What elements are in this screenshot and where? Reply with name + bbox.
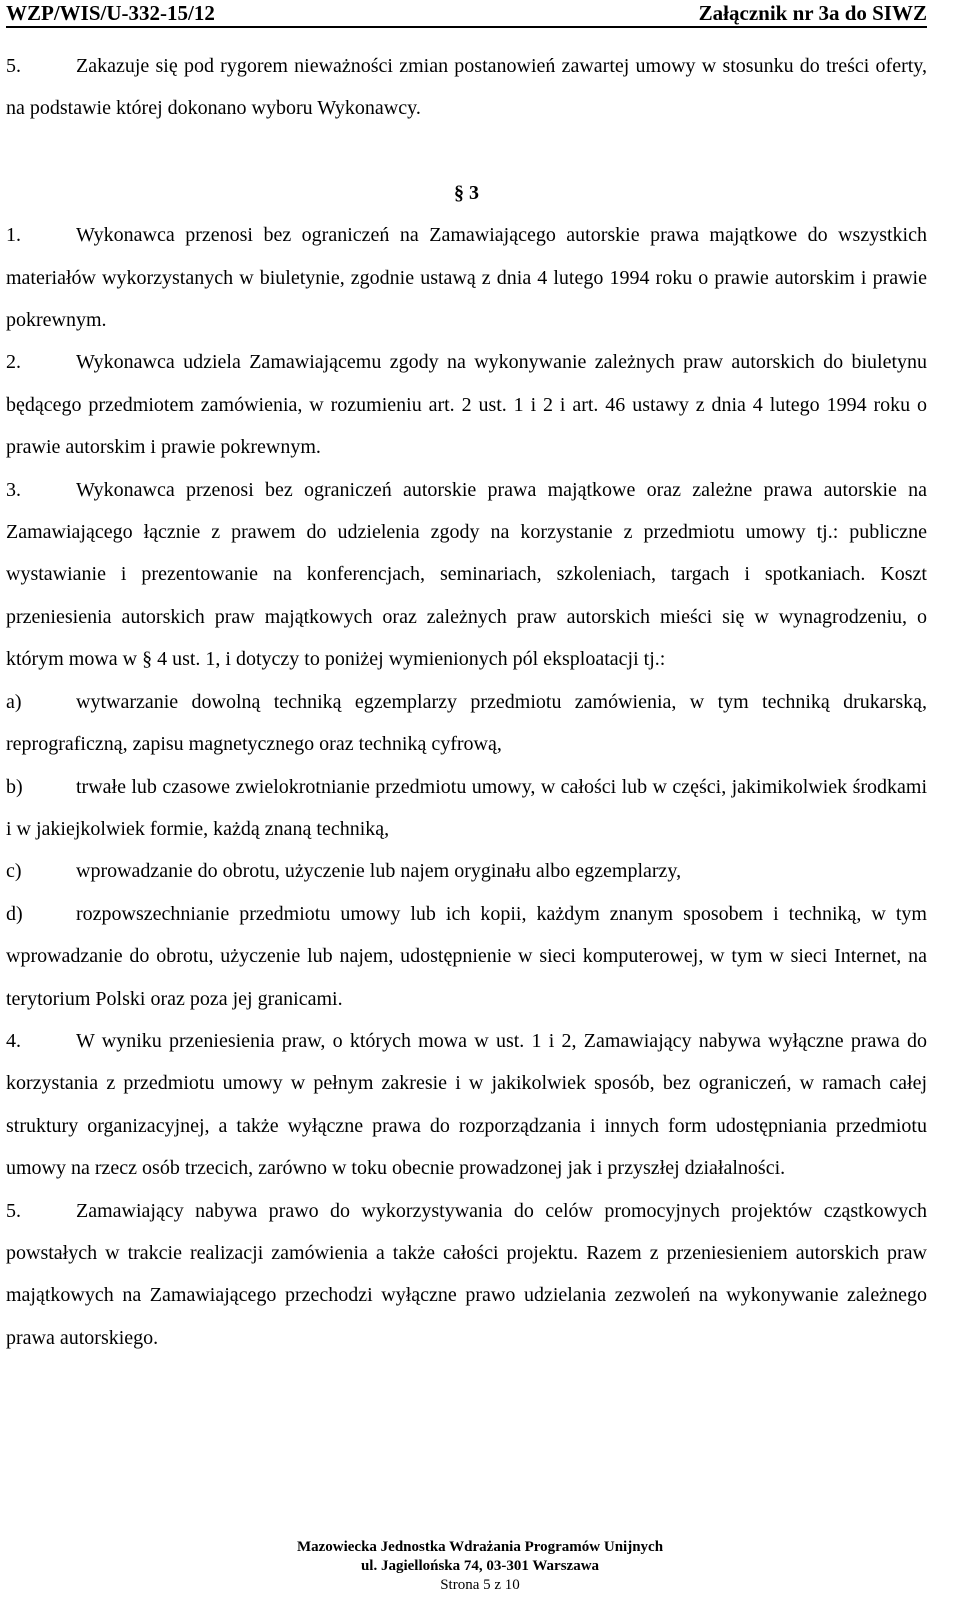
section3-item-2 (6, 341, 927, 468)
page-footer (0, 1538, 960, 1595)
section3-item-c (6, 850, 927, 892)
item-text: Zamawiający nabywa prawo do wykorzystywania do celów promocyjnych projektów cząstkowych powstałych w trakcie realizacji zamówienia a także całości projektu. Razem z przeniesieniem autorskich praw majątkowych na Zamawiającego przechodzi wyłączne prawo udzielania zezwoleń na wykonywanie zależnego prawa autorskiego. (6, 1199, 927, 1349)
section-heading: § 3 (454, 181, 479, 204)
item-letter: c) (6, 860, 22, 883)
footer-organization: Mazowiecka Jednostka Wdrażania Programów Unijnych (296, 1539, 664, 1555)
item-letter: a) (6, 690, 22, 713)
document-body (6, 45, 927, 1359)
item-number: 1. (6, 224, 21, 247)
paragraph-text: Zakazuje się pod rygorem nieważności zmian postanowień zawartej umowy w stosunku do treści oferty, na podstawie której dokonano wyboru Wykonawcy. (6, 55, 927, 120)
item-number: 4. (6, 1029, 21, 1052)
item-text: Wykonawca przenosi bez ograniczeń autorskie prawa majątkowe oraz zależne prawa autorskie na Zamawiającego łącznie z prawem do udzielenia zgody na korzystanie z przedmiotu umowy tj.: publiczne wystawianie i prezentowanie na konferencjach, seminariach, szkoleniach, targach i spotkaniach. Koszt przeniesienia autorskich praw majątkowych oraz zależnych praw autorskich mieści się w wynagrodzeniu, o którym mowa w § 4 ust. 1, i dotyczy to poniżej wymienionych pól eksploatacji tj.: (6, 478, 927, 671)
spacer (6, 130, 927, 172)
item-letter: b) (6, 775, 23, 798)
item-letter: d) (6, 902, 23, 925)
section3-item-a (6, 681, 927, 766)
section3-item-b (6, 766, 927, 851)
item-text: W wyniku przeniesienia praw, o których mowa w ust. 1 i 2, Zamawiający nabywa wyłączne prawa do korzystania z przedmiotu umowy w pełnym zakresie i w jakikolwiek sposób, bez ograniczeń, w ramach całej struktury organizacyjnej, a także wyłączne prawa do rozporządzania i innych form udostępniania przedmiotu umowy na rzecz osób trzecich, zarówno w toku obecnie prowadzonej jak i przyszłej działalności. (6, 1029, 927, 1180)
paragraph-5 (6, 45, 927, 130)
page-header (6, 0, 927, 28)
section3-item-3 (6, 469, 927, 681)
item-text: wprowadzanie do obrotu, użyczenie lub najem oryginału albo egzemplarzy, (76, 860, 682, 883)
item-text: trwałe lub czasowe zwielokrotnianie przedmiotu umowy, w całości lub w części, jakimikolwiek środkami i w jakiejkolwiek formie, każdą znaną techniką, (6, 775, 927, 840)
item-text: Wykonawca przenosi bez ograniczeń na Zamawiającego autorskie prawa majątkowe do wszystkich materiałów wykorzystanych w biuletynie, zgodnie ustawą z dnia 4 lutego 1994 roku o prawie autorskim i prawie pokrewnym. (6, 224, 927, 332)
item-text: wytwarzanie dowolną techniką egzemplarzy przedmiotu zamówienia, w tym techniką drukarską, reprograficzną, zapisu magnetycznego oraz techniką cyfrową, (6, 690, 927, 756)
section3-item-1 (6, 214, 927, 341)
item-number: 3. (6, 478, 21, 501)
item-text: rozpowszechnianie przedmiotu umowy lub ich kopii, każdym znanym sposobem i techniką, w tym wprowadzanie do obrotu, użyczenie lub najem, udostępnienie w sieci komputerowej, w tym w sieci Internet, na terytorium Polski oraz poza jej granicami. (6, 902, 927, 1010)
attachment-label: Załącznik nr 3a do SIWZ (698, 1, 927, 25)
section3-item-5 (6, 1190, 927, 1360)
paragraph-number: 5. (6, 55, 21, 77)
item-number: 2. (6, 351, 21, 374)
footer-address: ul. Jagiellońska 74, 03-301 Warszawa (360, 1558, 600, 1574)
item-text: Wykonawca udziela Zamawiającemu zgody na wykonywanie zależnych praw autorskich do biuletynu będącego przedmiotem zamówienia, w rozumieniu art. 2 ust. 1 i 2 i art. 46 ustawy z dnia 4 lutego 1994 roku o prawie autorskim i prawie pokrewnym. (6, 351, 927, 459)
item-number: 5. (6, 1199, 21, 1222)
section3-item-d (6, 893, 927, 1020)
section3-item-4 (6, 1020, 927, 1190)
document-reference: WZP/WIS/U-332-15/12 (6, 1, 215, 25)
page-number: Strona 5 z 10 (440, 1577, 520, 1593)
